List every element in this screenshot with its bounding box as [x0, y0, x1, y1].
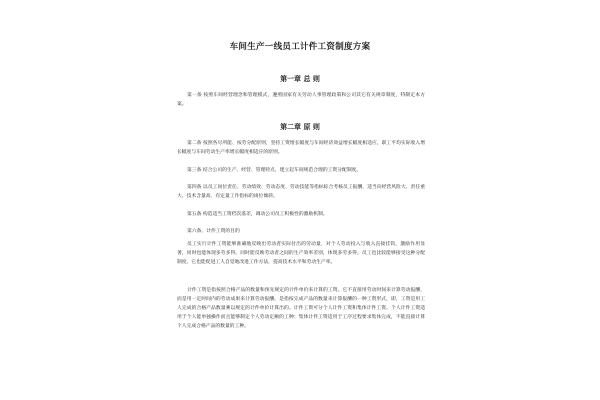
chapter-1-heading: 第一章 总 则 — [280, 74, 320, 83]
article-2: 第二条 按照各尽所能、按劳分配原则，坚持工资增长幅度与车间经济效益增长幅度相适应，职工平均实际收入增长幅度与车间劳动生产率增长幅度相适应的原则。 — [177, 141, 425, 155]
article-6-heading: 第六条、计件工资的目的 — [187, 229, 240, 234]
article-3: 第三条 结合公司的生产、经营、管理特点，建立起车间规范合理的工资分配制度。 — [187, 168, 362, 173]
article-4: 第四条 以员工岗位责任、劳动绩效、劳动态度、劳动技能等指标综合考核员工报酬，适当向经营风险大、责任重大、技术含量高、有定量工作指标的岗位倾斜。 — [177, 185, 425, 199]
article-5: 第五条 构造适当工资档次落差，调动公司员工积极性的激励机制。 — [187, 212, 328, 217]
piecework-definition: 计件工资是指按照合格产品的数量和预先规定的计件单价来计算的工资。它不直接用劳动时间来计算劳动报酬，而是用一定时间内的劳动成果来计算劳动报酬。是指按完成产品的数量来计算报酬的一种工资形式，即，工资是用工人完成的合格产品数量乘以规定的计件单价计算出的。计件工资可分个人计件工资和集体计件工资。个人计件工资适用于个人能单独操作而且能够制定个人劳动定额的工种；集体计件工资适用于工序过程要求集体完成，不能直接计算个人完成合格产品的数量的工种。 — [177, 288, 425, 329]
article-1: 第一条 按照车间经营理念和管理模式，遵照国家有关劳动人事管理政策和公司其它有关规章制度，特制定本方案。 — [177, 93, 425, 107]
document-title: 车间生产一线员工计件工资制度方案 — [229, 42, 371, 52]
article-6-body: 员工实行计件工资能够准确地反映出劳动者实际付出的劳动量，对个人劳动投入与收入直接挂钩，激励作用显著，同时也能体现多劳多得。同时能反映劳动者之间的生产效率差别，体现多劳多得。员工也比较能够接受这种分配制度，它也能促进工人自觉地改进工作方法，提高技术水平和劳动生产率。 — [177, 242, 425, 265]
chapter-2-heading: 第二章 原 则 — [280, 122, 320, 131]
